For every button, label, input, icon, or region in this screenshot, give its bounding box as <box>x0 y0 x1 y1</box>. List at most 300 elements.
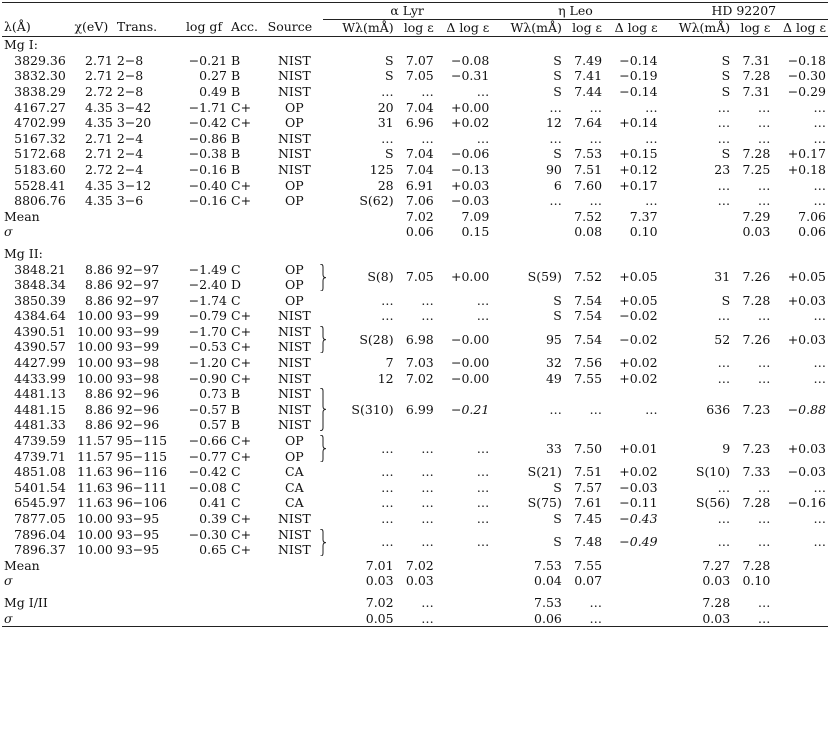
table-cell: 7.50 <box>574 440 603 456</box>
table-row <box>2 115 828 131</box>
table-cell: 7.27 <box>702 557 731 573</box>
table-cell: CA <box>285 464 304 480</box>
table-cell: +0.18 <box>787 161 826 177</box>
table-cell <box>772 589 828 611</box>
table-cell: … <box>476 83 490 99</box>
table-cell: 7.64 <box>574 115 603 131</box>
table-cell: 96−116 <box>116 464 168 480</box>
table-row <box>2 386 828 402</box>
table-cell: −0.13 <box>450 161 490 177</box>
col-loge: log ε <box>572 19 603 35</box>
table-cell <box>772 611 828 627</box>
table-cell: … <box>813 130 826 146</box>
table-cell: OP <box>285 277 304 293</box>
table-cell: −0.88 <box>787 401 826 417</box>
table-cell: NIST <box>277 52 311 68</box>
table-cell: … <box>549 99 562 115</box>
table-cell: … <box>381 479 394 495</box>
table-row <box>2 355 828 371</box>
table-cell <box>604 589 660 611</box>
table-cell: +0.02 <box>619 464 658 480</box>
table-cell <box>604 611 660 627</box>
table-cell: 7.26 <box>742 269 771 285</box>
table-cell: B <box>231 52 241 68</box>
summary-row <box>2 224 828 240</box>
table-cell: 0.10 <box>629 224 658 240</box>
table-cell: 3−42 <box>116 99 152 115</box>
table-cell: −0.02 <box>619 308 658 324</box>
table-cell: 7.55 <box>574 370 603 386</box>
table-cell: −0.03 <box>450 193 490 209</box>
table-cell: 7.04 <box>405 99 434 115</box>
table-cell: 7.44 <box>574 83 603 99</box>
table-cell: S <box>385 68 394 84</box>
table-cell: S <box>721 68 731 84</box>
table-cell: … <box>421 83 434 99</box>
col-source: Source <box>267 19 313 35</box>
table-cell: 0.03 <box>702 573 731 589</box>
table-cell: 2.71 <box>85 52 113 68</box>
table-cell: S <box>721 83 731 99</box>
table-cell: 6.96 <box>405 115 434 131</box>
table-cell: NIST <box>277 542 311 558</box>
table-cell: 3−12 <box>116 177 152 193</box>
section-label: Mg I: <box>4 37 38 53</box>
table-cell: … <box>757 193 771 209</box>
table-cell: … <box>645 99 658 115</box>
table-cell <box>491 209 564 225</box>
table-cell: 0.04 <box>534 573 562 589</box>
table-cell: C+ <box>231 511 252 526</box>
table-cell: −0.00 <box>450 355 490 371</box>
table-cell: … <box>717 130 731 146</box>
table-cell: S <box>553 292 562 308</box>
table-cell: OP <box>285 292 304 308</box>
table-cell: … <box>717 370 731 386</box>
table-cell: −0.14 <box>619 52 658 68</box>
summary-label: σ <box>4 224 13 240</box>
col-acc: Acc. <box>231 19 259 35</box>
star-header: HD 92207 <box>660 3 828 20</box>
table-cell: 10.00 <box>77 355 113 371</box>
table-cell: … <box>421 511 434 526</box>
table-cell: 33 <box>545 440 562 456</box>
table-cell: 4.35 <box>85 177 113 193</box>
table-cell: −1.49 <box>188 261 228 277</box>
table-row <box>2 308 828 324</box>
table-cell: 4481.33 <box>14 417 66 433</box>
table-cell: C+ <box>231 370 252 386</box>
table-cell: 5401.54 <box>14 479 66 495</box>
table-cell: … <box>381 440 394 456</box>
table-cell: 28 <box>377 177 394 193</box>
table-row <box>2 324 828 340</box>
table-cell: … <box>476 511 490 526</box>
table-cell: 7.53 <box>574 146 603 162</box>
table-cell: S <box>553 146 562 162</box>
table-cell: −0.16 <box>188 161 228 177</box>
table-cell: S(8) <box>367 269 394 285</box>
table-cell: … <box>381 534 394 550</box>
table-row <box>2 511 828 527</box>
table-cell: NIST <box>277 68 311 84</box>
table-cell: … <box>421 308 434 324</box>
table-cell: C <box>231 464 241 480</box>
table-cell: … <box>421 495 434 511</box>
table-cell: CA <box>285 479 304 495</box>
table-cell: 4167.27 <box>14 99 66 115</box>
table-cell: NIST <box>277 146 311 162</box>
table-cell: 10.00 <box>77 308 113 324</box>
table-row <box>2 131 828 147</box>
table-cell: 7.05 <box>405 68 434 84</box>
table-cell: 0.08 <box>574 224 603 240</box>
table-cell: 7896.04 <box>14 526 66 542</box>
abundance-table <box>2 2 828 627</box>
table-cell: OP <box>285 115 304 131</box>
table-cell: 636 <box>706 401 731 417</box>
table-cell: 49 <box>545 370 562 386</box>
table-cell: 11.63 <box>77 495 113 511</box>
table-cell: 10.00 <box>77 370 113 386</box>
table-cell: 7.60 <box>574 177 603 193</box>
table-cell: … <box>717 177 731 193</box>
combined-mean-row <box>2 589 828 611</box>
table-cell <box>660 209 733 225</box>
table-cell: C+ <box>231 193 252 209</box>
table-cell: −0.02 <box>619 331 658 347</box>
summary-label: Mg I/II <box>4 594 48 610</box>
table-cell: … <box>757 130 771 146</box>
table-cell: S <box>553 534 562 550</box>
summary-label: σ <box>4 610 13 626</box>
table-row <box>2 262 828 278</box>
table-cell: 8.86 <box>85 277 113 293</box>
table-cell: … <box>476 440 490 456</box>
table-cell: −0.06 <box>450 146 490 162</box>
table-cell: 7.52 <box>574 269 603 285</box>
summary-row <box>2 573 828 589</box>
table-cell: C+ <box>231 177 252 193</box>
table-cell: 7.23 <box>742 440 771 456</box>
table-cell: +0.05 <box>619 269 658 285</box>
table-cell: 93−95 <box>116 542 160 558</box>
table-cell: … <box>549 401 562 417</box>
table-cell: … <box>813 308 826 324</box>
table-cell: 7.41 <box>574 68 603 84</box>
table-cell: 0.73 <box>199 386 228 402</box>
table-cell: 93−98 <box>116 355 160 371</box>
table-cell: 4851.08 <box>14 464 66 480</box>
table-cell: … <box>589 610 603 626</box>
table-cell: 92−96 <box>116 386 160 402</box>
table-cell: 10.00 <box>77 339 113 355</box>
table-cell: C+ <box>231 448 252 464</box>
table-cell: 3838.29 <box>14 83 66 99</box>
table-cell: 7.48 <box>574 534 603 550</box>
table-cell: C+ <box>231 433 252 449</box>
table-cell: 5183.60 <box>14 161 66 177</box>
table-cell: −0.00 <box>450 370 490 386</box>
table-cell: −0.86 <box>188 130 228 146</box>
table-cell: 8.86 <box>85 261 113 277</box>
table-cell: … <box>421 610 434 626</box>
table-cell: 8.86 <box>85 417 113 433</box>
table-cell: +0.03 <box>787 331 826 347</box>
table-cell: 92−96 <box>116 417 160 433</box>
table-cell: S(21) <box>527 464 562 480</box>
table-cell: … <box>549 130 562 146</box>
table-cell: 7.37 <box>629 208 658 224</box>
table-cell: 4.35 <box>85 193 113 209</box>
table-cell: 2.72 <box>85 83 113 99</box>
table-cell: 93−99 <box>116 339 160 355</box>
table-cell: … <box>717 479 731 495</box>
table-cell: … <box>421 130 434 146</box>
table-cell: S <box>553 52 562 68</box>
table-row <box>2 433 828 449</box>
table-cell: NIST <box>277 355 311 371</box>
table-cell: −0.08 <box>188 479 228 495</box>
table-cell: C+ <box>231 542 252 558</box>
table-cell: 7.04 <box>405 146 434 162</box>
table-cell: S(10) <box>695 464 731 480</box>
table-cell: 5172.68 <box>14 146 66 162</box>
table-cell: 7.01 <box>365 557 394 573</box>
table-cell: 2.71 <box>85 130 113 146</box>
table-cell: … <box>645 193 658 209</box>
table-row <box>2 480 828 496</box>
table-cell: 4739.71 <box>14 448 66 464</box>
table-cell: 7.54 <box>574 292 603 308</box>
table-cell: 7.28 <box>702 594 731 610</box>
table-cell: 4702.99 <box>14 115 66 131</box>
table-cell: NIST <box>277 83 311 99</box>
table-cell: S(75) <box>527 495 562 511</box>
table-cell: +0.05 <box>619 292 658 308</box>
table-row <box>2 527 828 543</box>
table-cell: C+ <box>231 115 252 131</box>
table-cell: … <box>381 308 394 324</box>
table-cell: … <box>381 464 394 480</box>
table-cell: NIST <box>277 386 311 402</box>
table-cell: B <box>231 401 241 417</box>
table-cell: +0.14 <box>619 115 658 131</box>
table-cell: −0.57 <box>188 401 228 417</box>
table-row <box>2 100 828 116</box>
table-cell: −0.53 <box>188 339 228 355</box>
table-cell: … <box>757 370 771 386</box>
table-cell: B <box>231 130 241 146</box>
table-cell <box>436 573 492 589</box>
table-cell: 12 <box>377 370 394 386</box>
table-cell: 3848.34 <box>14 277 66 293</box>
table-cell: 12 <box>545 115 562 131</box>
table-cell: 4.35 <box>85 115 113 131</box>
table-cell: 0.06 <box>405 224 434 240</box>
table-cell: 7.51 <box>574 464 603 480</box>
table-cell: NIST <box>277 323 311 339</box>
table-cell: 0.06 <box>534 610 562 626</box>
table-cell: 4390.51 <box>14 323 66 339</box>
table-cell: 7.49 <box>574 52 603 68</box>
table-cell: 93−98 <box>116 370 160 386</box>
table-cell: 7.31 <box>742 52 771 68</box>
summary-label: σ <box>4 573 13 589</box>
table-cell: 92−96 <box>116 401 160 417</box>
table-cell <box>436 558 492 574</box>
table-cell <box>491 224 564 240</box>
table-cell: 4427.99 <box>14 355 66 371</box>
table-cell: C+ <box>231 526 252 542</box>
table-cell: 7.54 <box>574 308 603 324</box>
table-cell: 5167.32 <box>14 130 66 146</box>
summary-row <box>2 558 828 574</box>
table-cell: 92−97 <box>116 261 160 277</box>
summary-row <box>2 209 828 225</box>
table-cell: 7.31 <box>742 83 771 99</box>
table-cell: S(310) <box>351 401 394 417</box>
table-cell: 4481.13 <box>14 386 66 402</box>
table-cell: 95−115 <box>116 433 168 449</box>
table-cell: −0.30 <box>787 68 826 84</box>
table-cell: NIST <box>277 417 311 433</box>
star-header-row <box>2 3 828 20</box>
table-cell: 11.57 <box>77 433 113 449</box>
table-cell: 8.86 <box>85 386 113 402</box>
summary-label: Mean <box>4 557 40 573</box>
table-cell: … <box>476 534 490 550</box>
table-cell: 7.51 <box>574 161 603 177</box>
table-cell: 7.06 <box>405 193 434 209</box>
table-cell: 90 <box>545 161 562 177</box>
table-cell: CA <box>285 495 304 511</box>
table-cell: … <box>476 308 490 324</box>
table-cell: 0.41 <box>199 495 228 511</box>
table-cell: 7.28 <box>742 292 771 308</box>
table-cell: −0.90 <box>188 370 228 386</box>
table-cell: +0.02 <box>450 115 490 131</box>
table-cell: … <box>589 193 603 209</box>
table-cell: B <box>231 417 241 433</box>
table-cell: 7.28 <box>742 146 771 162</box>
table-cell: … <box>757 610 771 626</box>
table-cell: C <box>231 292 241 308</box>
table-cell: 7877.05 <box>14 511 66 526</box>
star-header: η Leo <box>491 3 659 20</box>
table-cell: 3850.39 <box>14 292 66 308</box>
table-cell: 7.04 <box>405 161 434 177</box>
col-trans: Trans. <box>116 19 158 35</box>
table-cell: … <box>717 355 731 371</box>
table-cell: 7.53 <box>534 557 562 573</box>
table-cell: … <box>757 99 771 115</box>
table-cell: S(62) <box>359 193 394 209</box>
table-cell: 6.99 <box>405 401 434 417</box>
table-cell: −1.74 <box>188 292 228 308</box>
table-cell: 7.52 <box>574 208 603 224</box>
table-cell: … <box>421 594 434 610</box>
table-cell: 7.02 <box>405 557 434 573</box>
table-cell: 7.07 <box>405 52 434 68</box>
column-header-row <box>2 19 828 37</box>
table-cell: 3829.36 <box>14 52 66 68</box>
table-cell <box>323 224 396 240</box>
blend-brace <box>319 264 327 291</box>
table-cell: 8.86 <box>85 292 113 308</box>
table-cell: +0.17 <box>787 146 826 162</box>
table-cell: NIST <box>277 526 311 542</box>
table-cell: B <box>231 386 241 402</box>
table-cell: 10.00 <box>77 511 113 526</box>
col-w: Wλ(mÅ) <box>510 19 562 35</box>
table-cell: 8.86 <box>85 401 113 417</box>
table-cell: 0.65 <box>199 542 228 558</box>
table-cell: −0.18 <box>787 52 826 68</box>
table-cell: 4433.99 <box>14 370 66 386</box>
table-cell: 3−20 <box>116 115 152 131</box>
table-cell: 7.02 <box>365 594 394 610</box>
table-cell <box>436 589 492 611</box>
table-cell: … <box>421 464 434 480</box>
table-cell: +0.01 <box>619 440 658 456</box>
table-row <box>2 68 828 84</box>
table-cell: −0.30 <box>188 526 228 542</box>
table-cell: … <box>757 308 771 324</box>
table-cell: 7.54 <box>574 331 603 347</box>
table-cell: 4.35 <box>85 99 113 115</box>
star-header: α Lyr <box>323 3 491 20</box>
table-cell: … <box>813 99 826 115</box>
table-cell: −0.21 <box>450 401 490 417</box>
table-cell: … <box>813 534 826 550</box>
table-cell: … <box>757 479 771 495</box>
table-body <box>2 37 828 627</box>
table-cell: −0.79 <box>188 308 228 324</box>
table-cell: C+ <box>231 355 252 371</box>
table-cell: … <box>717 115 731 131</box>
table-cell: +0.03 <box>787 440 826 456</box>
table-cell: 0.06 <box>798 224 826 240</box>
table-cell: −1.71 <box>188 99 228 115</box>
table-cell: S(59) <box>527 269 562 285</box>
table-cell: +0.05 <box>787 269 826 285</box>
table-cell: S <box>553 68 562 84</box>
col-dloge: Δ log ε <box>614 19 658 35</box>
table-cell: … <box>757 355 771 371</box>
table-cell: 7896.37 <box>14 542 66 558</box>
table-cell: 7.25 <box>742 161 771 177</box>
table-cell: −0.03 <box>619 479 658 495</box>
table-cell: S <box>385 52 394 68</box>
table-cell: … <box>421 292 434 308</box>
table-cell: C+ <box>231 323 252 339</box>
table-cell: S <box>553 83 562 99</box>
table-cell: 7.33 <box>742 464 771 480</box>
table-cell: −0.16 <box>188 193 228 209</box>
table-cell: −0.40 <box>188 177 228 193</box>
table-cell: D <box>231 277 242 293</box>
table-cell: C+ <box>231 99 252 115</box>
table-cell: 0.57 <box>199 417 228 433</box>
table-cell: … <box>476 479 490 495</box>
table-cell: … <box>813 193 826 209</box>
table-cell: 4384.64 <box>14 308 66 324</box>
table-cell: NIST <box>277 308 311 324</box>
table-cell: NIST <box>277 511 311 526</box>
table-cell: 7.28 <box>742 495 771 511</box>
blend-brace <box>319 326 327 353</box>
